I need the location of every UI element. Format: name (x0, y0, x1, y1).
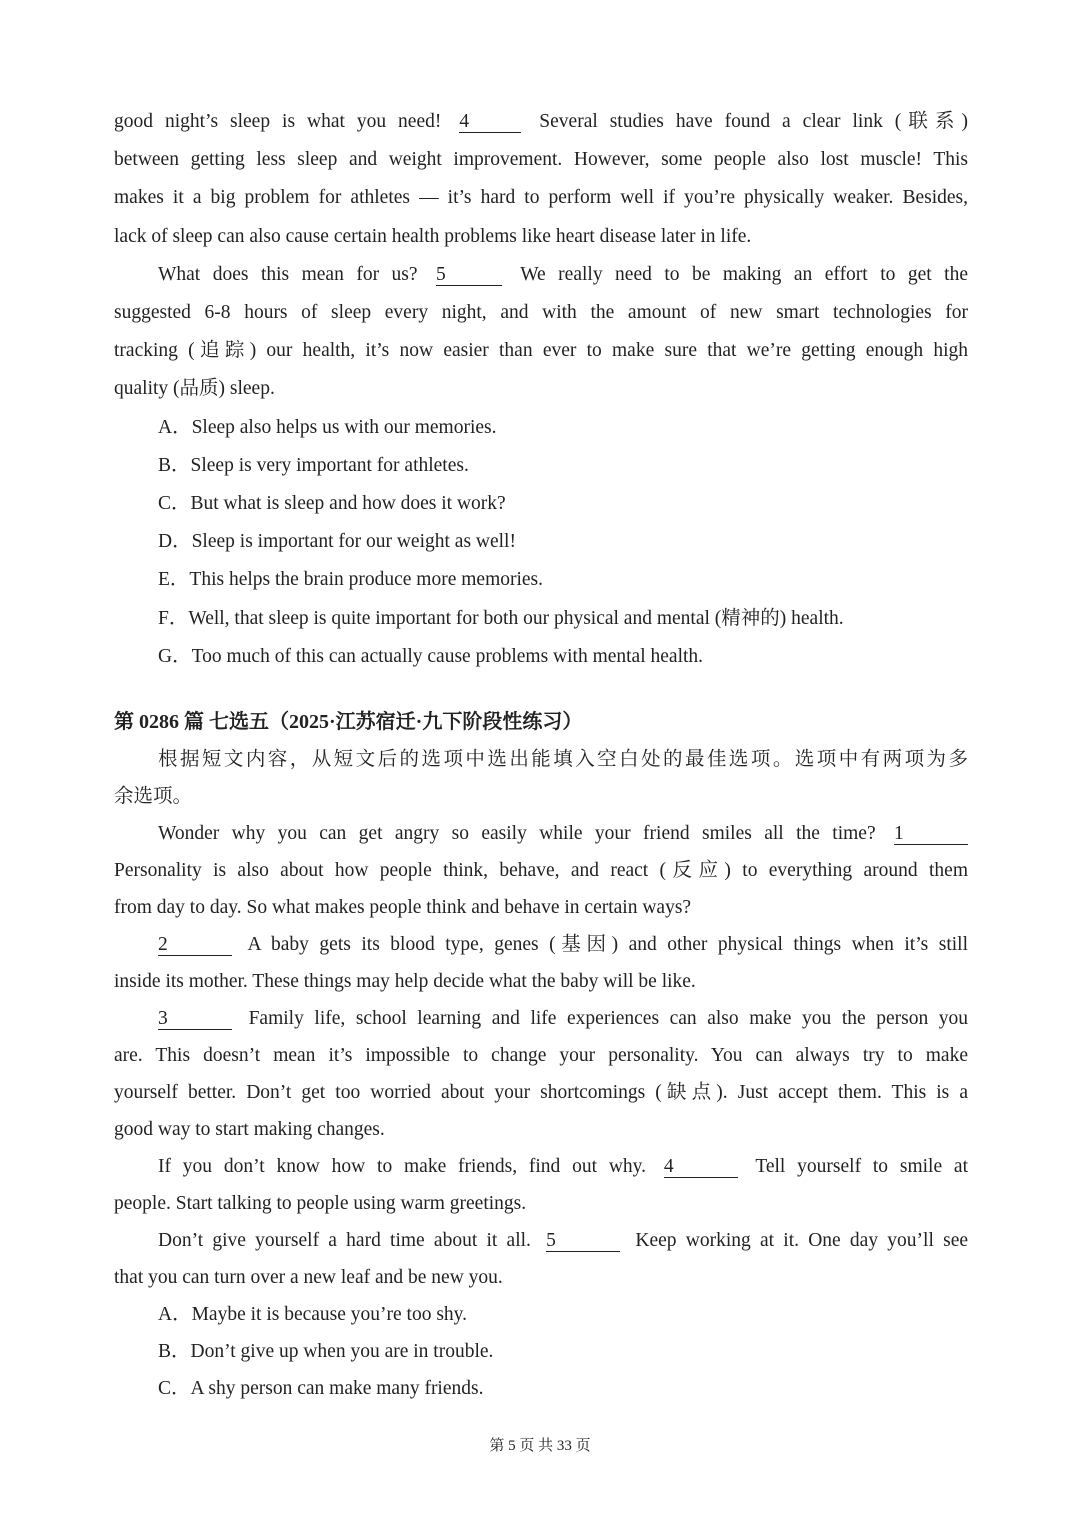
instruction-line: 根据短文内容，从短文后的选项中选出能填入空白处的最佳选项。选项中有两项为多 (158, 749, 968, 771)
passage-line: Personality is also about how people think, behave, and react (反应) to everything around them (114, 860, 968, 882)
answer-blank: 5 (436, 265, 502, 286)
passage-line: good night’s sleep is what you need! 4 Several studies have found a clear link (联系) (114, 111, 969, 132)
answer-blank: 1 (894, 824, 968, 845)
option-item: A．Maybe it is because you’re too shy. (158, 1304, 468, 1326)
passage-line: quality (品质) sleep. (114, 378, 275, 400)
passage-line: people. Start talking to people using warm greetings. (114, 1193, 527, 1215)
option-item: F．Well, that sleep is quite important for both our physical and mental (精神的) health. (158, 607, 844, 629)
passage-line: suggested 6-8 hours of sleep every night, and with the amount of new smart technologies for (114, 302, 968, 324)
option-item: B．Sleep is very important for athletes. (158, 454, 469, 476)
passage-line: lack of sleep can also cause certain health problems like heart disease later in life. (114, 225, 752, 247)
passage-line: that you can turn over a new leaf and be new you. (114, 1267, 503, 1289)
passage-line: are. This doesn’t mean it’s impossible to change your personality. You can always try to make (114, 1045, 968, 1067)
passage-line: inside its mother. These things may help decide what the baby will be like. (114, 971, 696, 993)
section-heading: 第 0286 篇 七选五（2025·江苏宿迁·九下阶段性练习） (114, 711, 583, 734)
passage-line: tracking (追踪) our health, it’s now easier than ever to make sure that we’re getting enough high (114, 340, 968, 362)
passage-line: What does this mean for us? 5 We really need to be making an effort to get the (158, 263, 968, 285)
option-item: D．Sleep is important for our weight as well! (158, 531, 516, 553)
options-list-2 (114, 1296, 968, 1407)
answer-blank: 3 (158, 1009, 232, 1030)
option-item: C．A shy person can make many friends. (158, 1378, 484, 1400)
options-list-1 (114, 409, 968, 676)
passage-line: makes it a big problem for athletes — it’s hard to perform well if you’re physically weaker. Besides, (114, 187, 968, 209)
option-item: G．Too much of this can actually cause problems with mental health. (158, 645, 704, 667)
passage-line: Don’t give yourself a hard time about it all. 5 Keep working at it. One day you’ll see (158, 1230, 969, 1252)
passage-line: yourself better. Don’t get too worried about your shortcomings (缺点). Just accept them. This is a (114, 1082, 968, 1104)
passage-line: 2 A baby gets its blood type, genes (基因) and other physical things when it’s still (158, 934, 968, 956)
passage-line: good way to start making changes. (114, 1119, 385, 1141)
passage-line: If you don’t know how to make friends, find out why. 4 Tell yourself to smile at (158, 1156, 968, 1178)
option-item: B．Don’t give up when you are in trouble. (158, 1341, 494, 1363)
instruction-line: 余选项。 (114, 786, 193, 808)
passage-1 (114, 103, 968, 409)
passage-line: from day to day. So what makes people think and behave in certain ways? (114, 897, 692, 919)
passage-2 (114, 704, 968, 1407)
answer-blank: 4 (664, 1157, 738, 1178)
page-content (114, 103, 968, 1407)
passage-line: 3 Family life, school learning and life experiences can also make you the person you (158, 1008, 969, 1030)
option-item: C．But what is sleep and how does it work? (158, 493, 506, 515)
passage-line: Wonder why you can get angry so easily while your friend smiles all the time? 1 (114, 815, 968, 852)
answer-blank: 2 (158, 935, 232, 956)
passage-line: between getting less sleep and weight improvement. However, some people also lost muscle! This (114, 149, 968, 171)
answer-blank: 4 (459, 112, 521, 133)
page-number-footer: 第 5 页 共 33 页 (489, 1438, 591, 1454)
option-item: A．Sleep also helps us with our memories. (158, 416, 497, 438)
answer-blank: 5 (546, 1231, 620, 1252)
option-item: E．This helps the brain produce more memories. (158, 569, 544, 591)
